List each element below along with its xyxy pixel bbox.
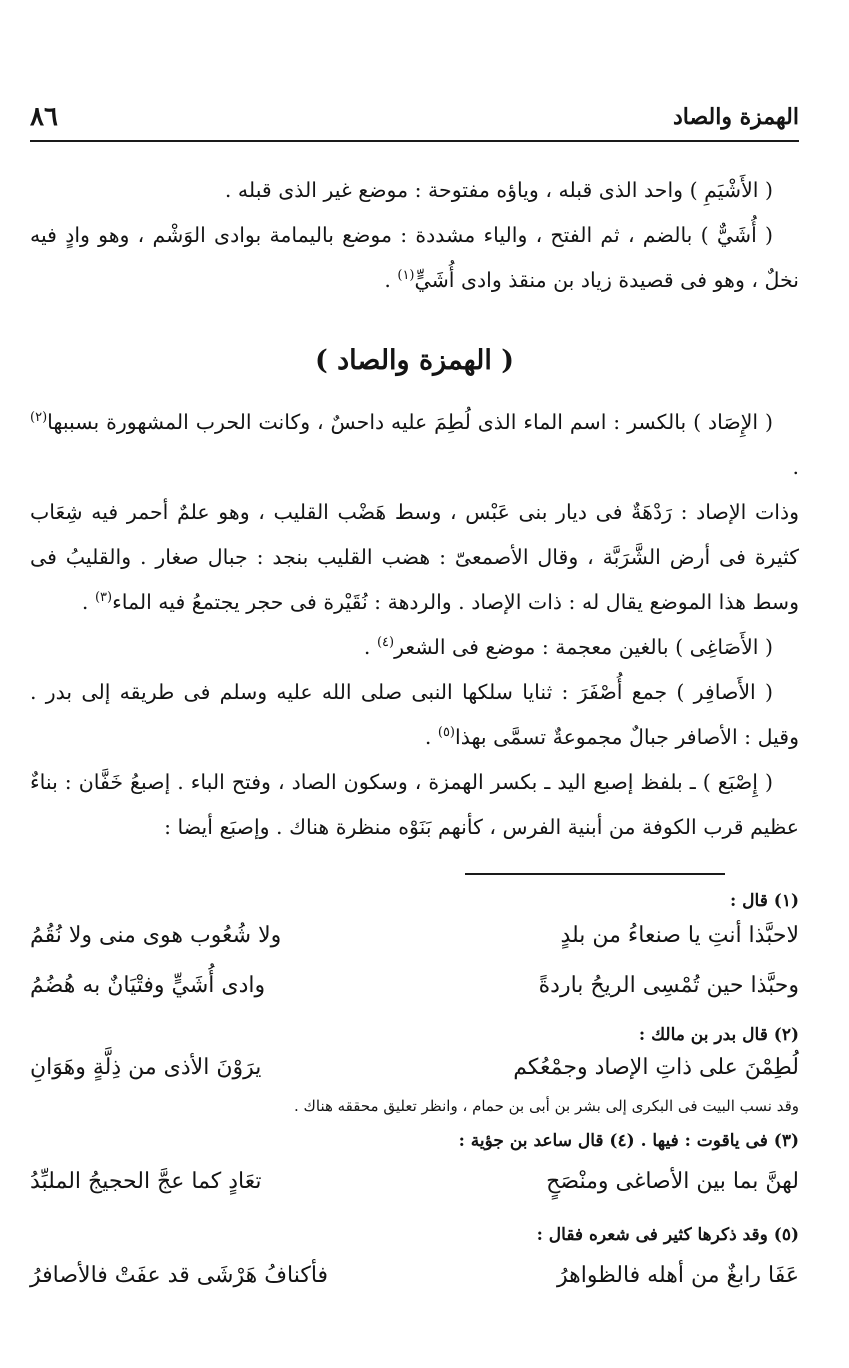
hemistich: تعَادٍ كما عجَّ الحجيجُ الملبِّدُ [30,1169,262,1194]
entry-ushayy: ( أُشَيٌّ ) بالضم ، ثم الفتح ، والياء مشددة : موضع باليمامة بوادى الوَشْم ، وهو وادٍ فيه نخلٌ ، وهو فى قصيدة زياد بن منقذ وادى أُشَيٍّ$^{(١)}$ . [30,223,799,292]
footnote-rule [465,873,725,875]
hemistich: وحبَّذا حين تُمْسِى الريحُ باردةً [538,973,799,998]
hemistich: لاحبَّذا أنتِ يا صنعاءُ من بلدٍ [560,923,799,948]
footnote-3-4-label: (٣) فى ياقوت : فيها . (٤) قال ساعد بن جؤية : [458,1131,799,1151]
footnote-2-note: وقد نسب البيت فى البكرى إلى بشر بن أبى بن حمام ، وانظر تعليق محققه هناك . [293,1097,799,1115]
entry-asaghi: ( الأَصَاغِى ) بالغين معجمة : موضع فى الشعر$^{(٤)}$ . [363,635,773,659]
hemistich: لُطِمْنَ على ذاتِ الإصاد وجمْعُكم [513,1055,799,1080]
footnote-2-label: (٢) قال بدر بن مالك : [638,1025,799,1045]
running-title: الهمزة والصاد [672,104,799,130]
footnote-ref-4: (٤) [376,635,395,651]
footnote-1-label: (١) قال : [729,891,799,911]
footnote-4-verse-1 [30,1162,799,1202]
footnote-ref-1: (١) [397,268,415,284]
section-title: ( الهمزة والصاد ) [314,345,514,376]
footnote-ref-2: (٢) [30,410,48,426]
footnote-2-verse-1 [30,1048,799,1088]
page-number: ٨٦ [30,102,58,132]
header-rule [30,140,799,142]
footnote-ref-3: (٣) [94,590,113,606]
hemistich: لهنَّ بما بين الأصاغى ومنْصَحٍ [546,1169,799,1194]
page-header [30,100,799,134]
hemistich: وادى أُشَيٍّ وفتْيَانٌ به هُضُمُ [30,973,266,998]
footnote-5-verse-1 [30,1256,799,1296]
entries-main [30,400,799,850]
hemistich: يرَوْنَ الأذى من ذِلَّةٍ وهَوَانِ [30,1055,262,1080]
footnote-1-verse-2 [30,966,799,1006]
footnote-1-verse-1 [30,916,799,956]
entry-ashyam: ( الأَشْيَمِ ) واحد الذى قبله ، وياؤه مفتوحة : موضع غير الذى قبله . [224,178,773,202]
hemistich: فأكنافُ هَرْشَى قد عفَتْ فالأصافرُ [30,1263,329,1288]
entry-asafir: ( الأَصافِر ) جمع أُصْفَرَ : ثنايا سلكها النبى صلى الله عليه وسلم فى طريقه إلى بدر . وقيل : الأصافر جبالٌ مجموعةٌ تسمَّى بهذا$^{(٥)}$ . [30,680,799,749]
hemistich: عَفَا رابغٌ من أهله فالظواهرُ [556,1263,799,1288]
hemistich: ولا شُعُوب هوى منى ولا نُقُمُ [30,923,282,948]
footnote-ref-5: (٥) [437,725,455,741]
entries-top [30,168,799,303]
entry-isba: ( إِصْبَع ) ـ بلفظ إصبع اليد ـ بكسر الهمزة ، وسكون الصاد ، وفتح الباء . إصبعُ خَفَّان : بناءٌ عظيم قرب الكوفة من أبنية الفرس ، كأنهم بَنَوْه منظرة هناك . وإصبَع أيضا : [30,770,799,839]
entry-isad: ( الإِصَاد ) بالكسر : اسم الماء الذى لُطِمَ عليه داحسٌ ، وكانت الحرب المشهورة بسببها$^{(٢)}$ . [30,410,799,479]
footnote-5-label: (٥) وقد ذكرها كثير فى شعره فقال : [536,1225,799,1245]
entry-dhat-al-isad: وذات الإصاد : رَدْهَةٌ فى ديار بنى عَبْس ، وسط هَضْب القليب ، وهو علمٌ أحمر فيه شِعَاب كثيرة فى أرض الشَّرَبَّة ، وقال الأصمعىّ : هضب القليب بنجد : جبال صغار . والقليبُ فى وسط هذا الموضع يقال له : ذات الإصاد . والردهة : نُقَيْرة فى حجر يجتمعُ فيه الماء$^{(٣)}$ . [30,500,799,614]
